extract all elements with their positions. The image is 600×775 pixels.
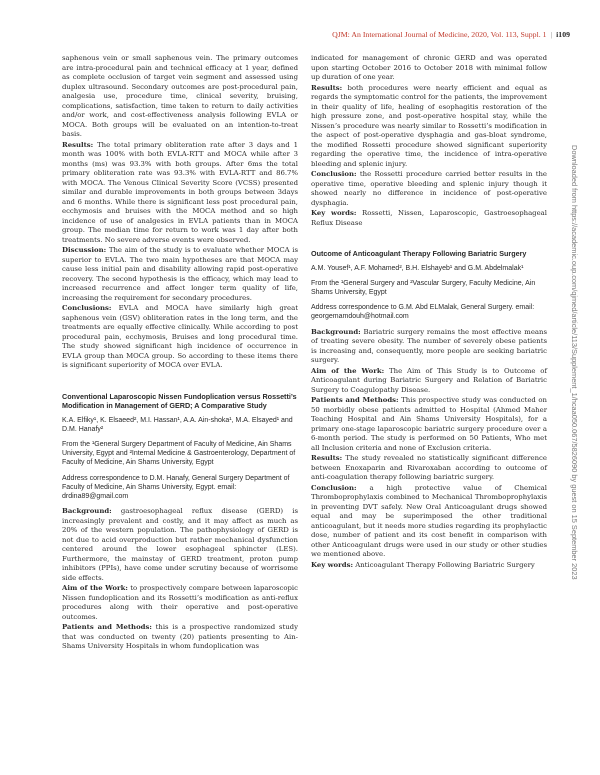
download-watermark: Downloaded from https://academic.oup.com/qjmed/article/113/Supplement_1/hcaa050.067/5826090 by guest on 15 September 2023 [570, 145, 579, 580]
paragraph-results: Results: The study revealed no statistically significant difference between Enoxaparin and Rivaroxaban according to outcome of anti-coagulation therapy following bariatric surgery. [311, 454, 547, 482]
paragraph-conclusions: Conclusions: EVLA and MOCA have similarly high great saphenous vein (GSV) obliteration rates in the long term, and the treatments are equally effective clinically. While according to post procedural pain, ecchymosis, Bruises and long procedural time. The study showed significant high incidence of occurrence in EVLA group than MOCA group. So according to these items there is significant superiority of MOCA over EVLA. [62, 304, 298, 369]
paragraph-continuation: saphenous vein or small saphenous vein. The primary outcomes are intra-procedural pain and technical efficacy at 1 year, defined as complete occlusion of target vein segment and assessed using duplex ultrasound. Secondary outcomes are post-procedural pain, analgesia use, procedure time, clinical severity, bruising, complications, satisfaction, time taken to return to daily activities and/or work, and cost-effectiveness analysis following EVLA or MOCA. Both groups will be evaluated on an intention-to-treat basis. [62, 54, 298, 138]
article-title: Conventional Laparoscopic Nissen Fundoplication versus Rossetti’s Modification in Management of GERD; A Comparative Study [62, 391, 297, 410]
paragraph-patients-methods: Patients and Methods: This prospective study was conducted on 50 morbidly obese patients admitted to Hospital (Ahmed Maher Teaching Hospital and Ain Shams University Hospitals), for a primary one-stage laparoscopic bariatric surgery procedure over a 6-month period. The study is performed on 50 Patients, Who met all Inclusion criteria and none of Exclusion criteria. [311, 396, 547, 452]
article-affiliation: From the ¹General Surgery and ²Vascular Surgery, Faculty Medicine, Ain Shams University, Egypt [311, 279, 536, 296]
article-authors: K.A. Elfiky¹, K. Elsaeed², M.I. Hassan¹, A.A. Ain-shoka¹, M.A. Elsayed¹ and D.M. Hanafy² [62, 416, 293, 433]
running-header [332, 30, 570, 39]
paragraph-conclusion: Conclusion: a high protective value of Chemical Thromboprophylaxis combined to Mechanical Thromboprophylaxis in preventing DVT safely. New Oral Anticoagulant drugs showed equal and may be superimposed the other traditional anticoagulant, but it needs more studies regarding its prophylactic dose, number of patient and its cost benefit in comparison with other Anticoagulant drugs were used in our study or other studies we mentioned above. [311, 483, 547, 559]
article-authors: A.M. Yousef¹, A.F. Mohamed², B.H. Elshayeb¹ and G.M. Abdelmalak¹ [311, 264, 524, 272]
journal-citation: QJM: An International Journal of Medicine, 2020, Vol. 113, Suppl. 1 [332, 30, 547, 39]
right-column [311, 54, 547, 571]
paragraph-patients-methods: Patients and Methods: this is a prospective randomized study that was conducted on twenty (20) patients presenting to Ain-Shams University Hospitals in whom fundoplication was [62, 623, 298, 651]
page-number: i109 [556, 30, 570, 39]
article-correspondence: Address correspondence to D.M. Hanafy, General Surgery Department of Faculty of Medicine, Ain Shams University, Egypt. email: drdina89@gmail.com [62, 474, 290, 500]
paragraph-aim: Aim of the Work: to prospectively compare between laparoscopic Nissen fundoplication and its Rossetti’s modification as anti-reflux procedures along with their operative and post-operative outcomes. [62, 584, 298, 621]
paragraph-results: Results: The total primary obliteration rate after 3 days and 1 month was 100% with both EVLA-RTT and MOCA while after 3 months (ms) was 93.3% with both groups. After 6ms the total primary obliteration rate was 93.3% with EVLA-RTT and 86.7% with MOCA. The Venous Clinical Severity Score (VCSS) presented similar and durable improvements in both groups between 3days and 6 months. While there is significant less post procedural pain, ecchymosis and bruises with the MOCA method and so high incidence of use of analgesics in EVLA patients than in MOCA group. The median time for return to work was 1 day after both treatments. No severe adverse events were observed. [62, 140, 298, 244]
paragraph-conclusion: Conclusion: the Rossetti procedure carried better results in the operative time, operative bleeding and splenic injury though it showed nearly no difference in incidence of post-operative dysphagia. [311, 170, 547, 207]
paragraph-keywords: Key words: Rossetti, Nissen, Laparoscopic, Gastroesophageal Reflux Disease [311, 209, 547, 227]
paragraph-background: Background: gastroesophageal reflux disease (GERD) is increasingly prevalent and costly, and it may affect as much as 20% of the western population. The pathophysiology of GERD is not due to acid overproduction but rather mechanical dysfunction centered around the lower esophageal sphincter (LES). Furthermore, the mainstay of GERD treatment, proton pump inhibitors (PPIs), have come under scrutiny because of worrisome side effects. [62, 507, 298, 582]
left-column [62, 54, 298, 653]
paragraph-aim: Aim of the Work: The Aim of This Study is to Outcome of Anticoagulant during Bariatric Surgery and Relation of Bariatric Surgery to Coagulopathy Disease. [311, 366, 547, 394]
article-affiliation: From the ¹General Surgery Department of Faculty of Medicine, Ain Shams University, Egypt and ²Internal Medicine & Gastroenterology, Department of Faculty of Medicine, Ain Shams University, Egypt [62, 440, 296, 467]
paragraph-continuation: indicated for management of chronic GERD and was operated upon starting October 2016 to October 2018 with minimal follow up duration of one year. [311, 54, 547, 81]
paragraph-results: Results: both procedures were nearly efficient and equal as regards the symptomatic control for the patients, the improvement in their quality of life, healing of esophagitis restoration of the high pressure zone, and post-operative hospital stay, while the Nissen’s procedure was nearly similar to Rossetti’s modification in the aspect of post-operative dysphagia and gas-bloat syndrome, the modified Rossetti procedure showed significant superiority regarding the operative time, the incidence of intra-operative bleeding and splenic injury. [311, 83, 547, 168]
paragraph-discussion: Discussion: The aim of the study is to evaluate whether MOCA is superior to EVLA. The two main hypotheses are that MOCA may cause less initial pain and disability allowing rapid post-operative recovery. The second hypothesis is the efficacy, which may lead to increased recurrence and affect longer term quality of life, increasing the requirement for secondary procedures. [62, 246, 298, 302]
article-title: Outcome of Anticoagulant Therapy Following Bariatric Surgery [311, 249, 527, 258]
paragraph-background: Background: Bariatric surgery remains the most effective means of treating severe obesity. The number of severely obese patients is increasing and, consequently, more people are seeking bariatric surgery. [311, 327, 547, 365]
header-separator: | [550, 30, 553, 39]
article-correspondence: Address correspondence to G.M. Abd ELMalak, General Surgery. email: georgemamdouh@hotmail.com [311, 304, 535, 321]
paragraph-keywords: Key words: Anticoagulant Therapy Following Bariatric Surgery [311, 560, 535, 569]
